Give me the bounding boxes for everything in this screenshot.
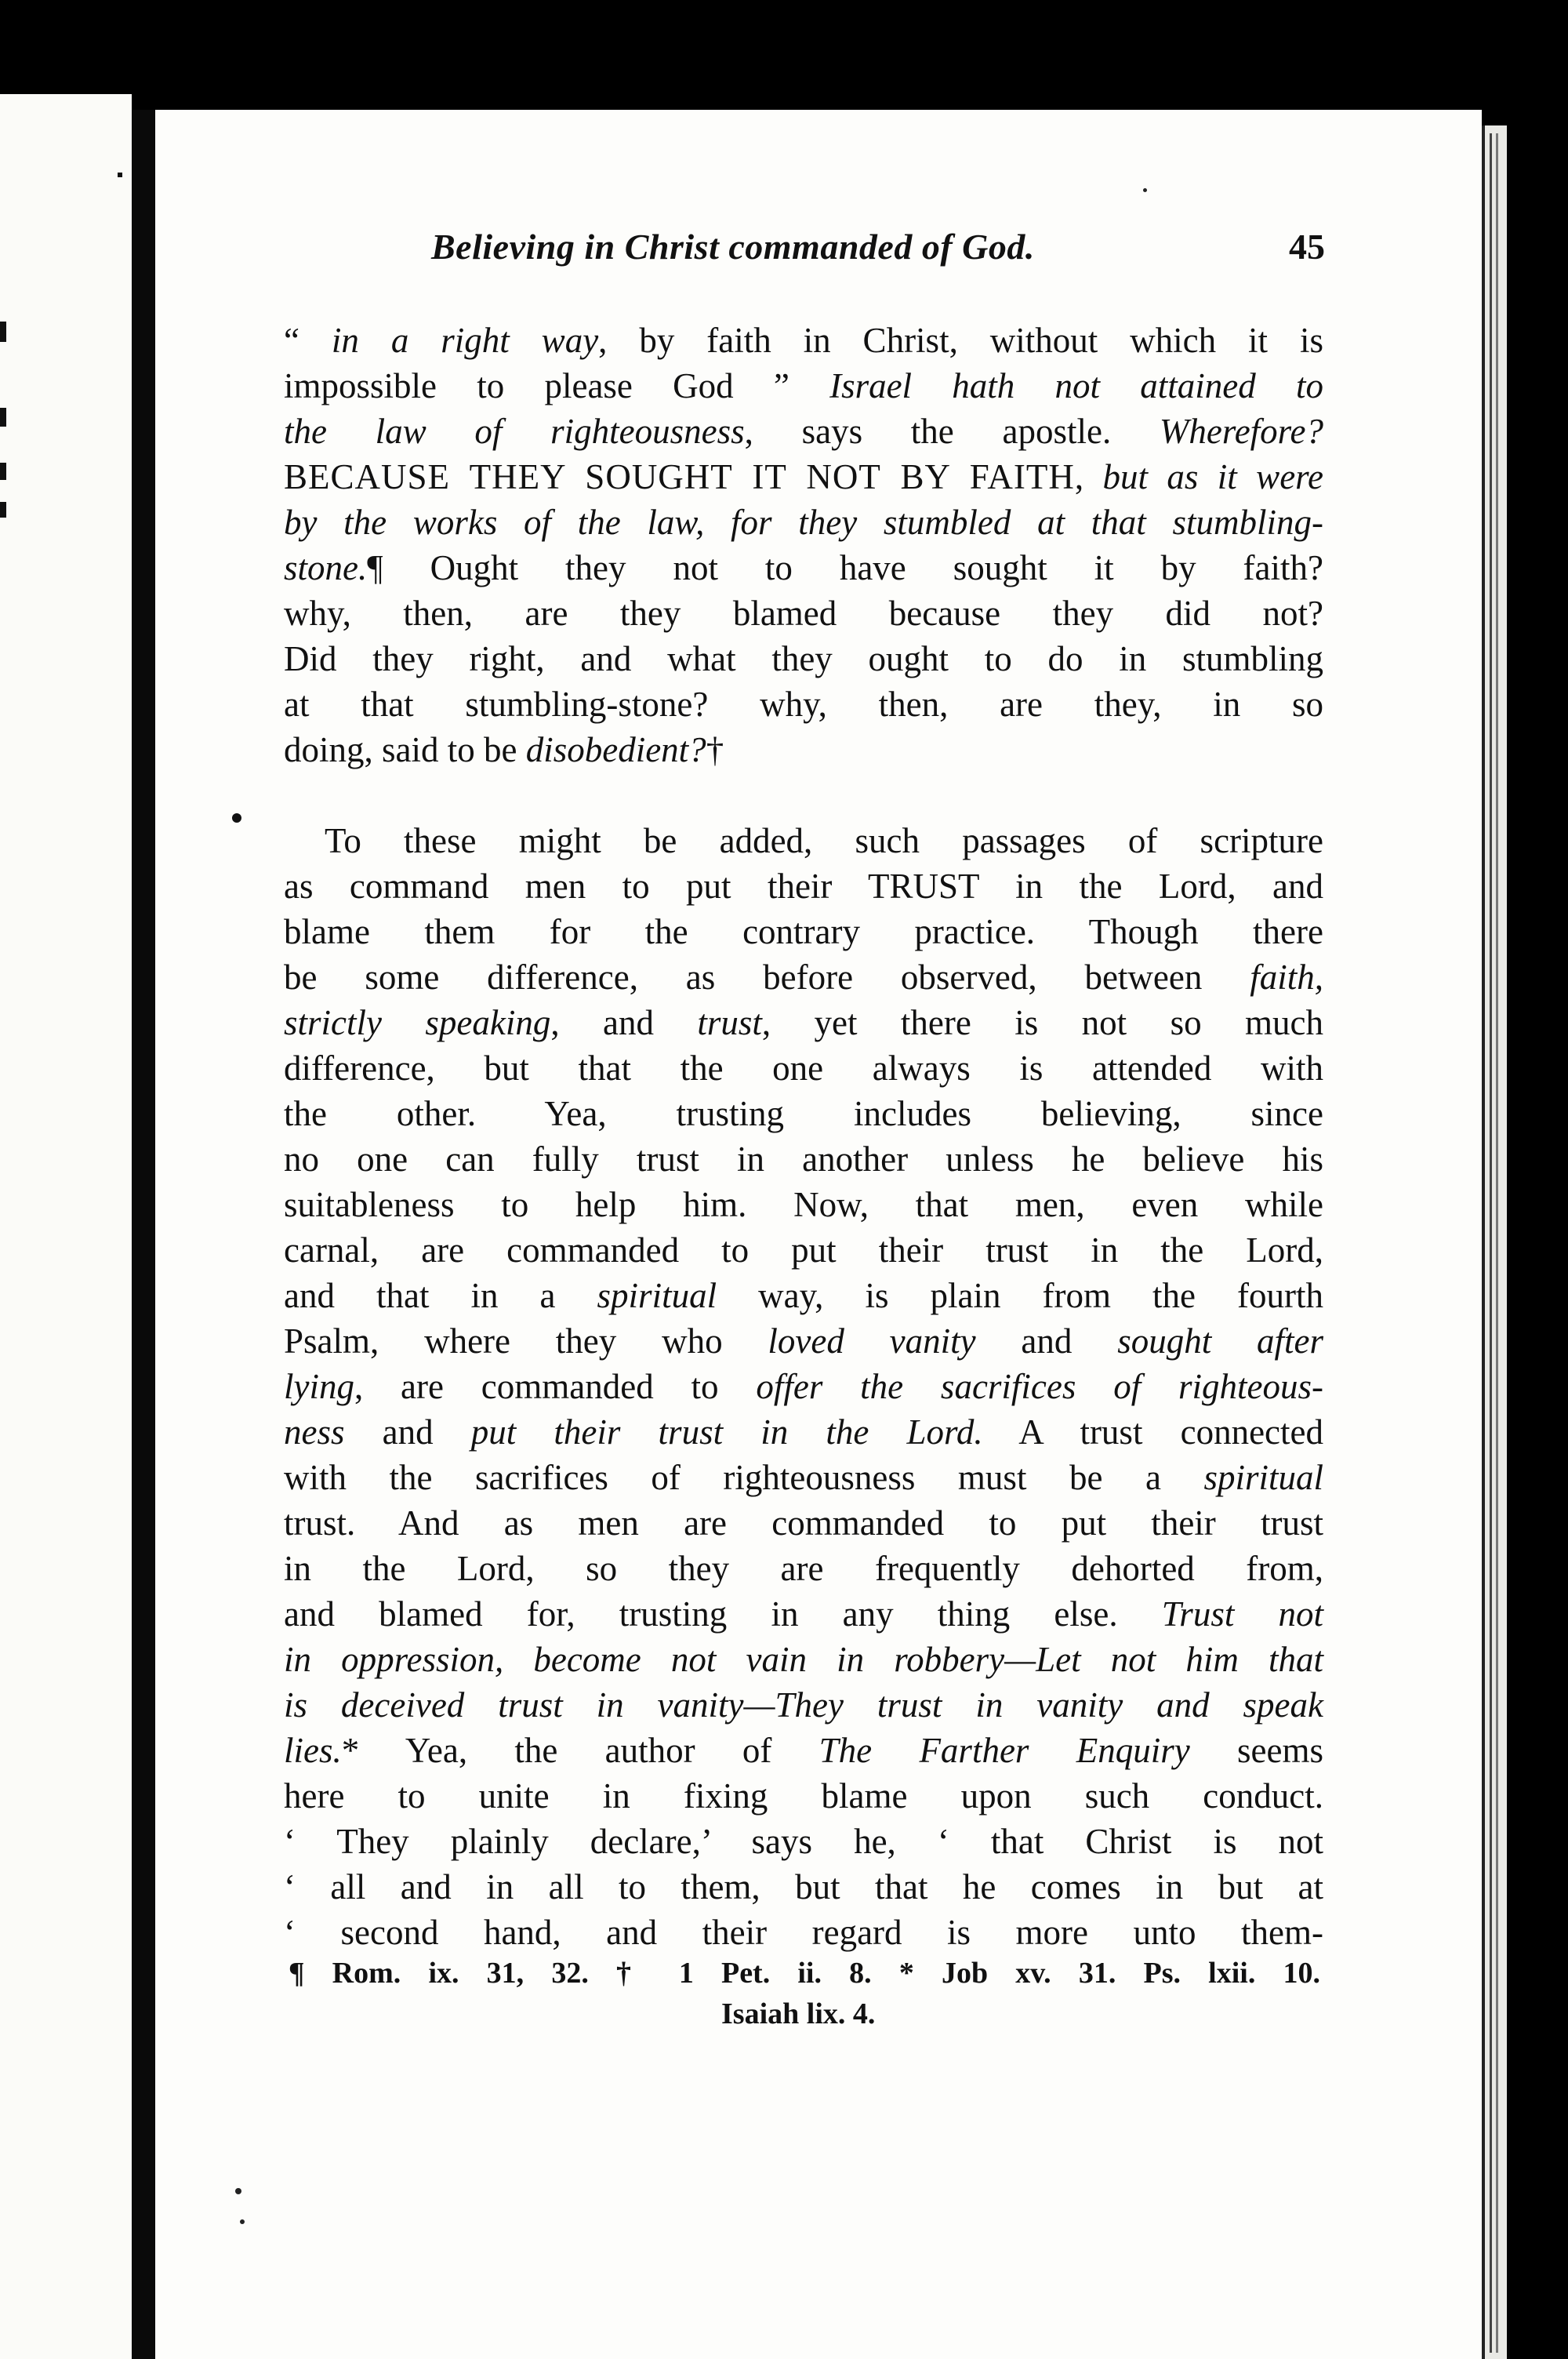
- text-line: here to unite in fixing blame upon such conduct.: [284, 1776, 1323, 1816]
- running-title: Believing in Christ commanded of God.: [431, 227, 1035, 267]
- footnote-line: ¶ Rom. ix. 31, 32. † 1 Pet. ii. 8. * Job xv. 31. Ps. lxii. 10.: [289, 1957, 1320, 1990]
- text-line: by the works of the law, for they stumbled at that stumbling-: [284, 503, 1323, 542]
- text-line: stone.¶ Ought they not to have sought it by faith?: [284, 548, 1323, 587]
- page-fore-edge: [1482, 125, 1507, 2359]
- paragraph-1: [284, 318, 1323, 772]
- text-line: “ in a right way, by faith in Christ, without which it is: [284, 321, 1323, 360]
- ink-speck: [0, 502, 6, 518]
- edge-rule: [1490, 133, 1492, 2353]
- text-line: strictly speaking, and trust, yet there is not so much: [284, 1003, 1323, 1042]
- ink-speck: [1143, 188, 1147, 192]
- text-line: ‘ second hand, and their regard is more unto them-: [284, 1913, 1323, 1952]
- text-line: in the Lord, so they are frequently dehorted from,: [284, 1549, 1323, 1588]
- text-line: doing, said to be disobedient?†: [284, 730, 724, 769]
- text-line: ‘ all and in all to them, but that he comes in but at: [284, 1867, 1323, 1906]
- facing-page-edge: [0, 94, 132, 2359]
- text-line: trust. And as men are commanded to put their trust: [284, 1503, 1323, 1543]
- text-line: Psalm, where they who loved vanity and sought after: [284, 1321, 1323, 1361]
- text-line: carnal, are commanded to put their trust in the Lord,: [284, 1230, 1323, 1270]
- text-line: Did they right, and what they ought to do in stumbling: [284, 639, 1323, 678]
- text-line: ness and put their trust in the Lord. A trust connected: [284, 1412, 1323, 1452]
- paragraph-marker: [232, 813, 241, 823]
- page-gutter: [132, 110, 155, 2359]
- text-line: ‘ They plainly declare,’ says he, ‘ that Christ is not: [284, 1822, 1323, 1861]
- ink-speck: [0, 463, 6, 480]
- text-line: To these might be added, such passages of scripture: [325, 821, 1323, 860]
- text-line: as command men to put their TRUST in the Lord, and: [284, 867, 1323, 906]
- ink-speck: [118, 173, 122, 177]
- paragraph-spacer: [284, 772, 1323, 818]
- text-line: no one can fully trust in another unless he believe his: [284, 1140, 1323, 1179]
- body-text: [284, 318, 1323, 1955]
- text-line: BECAUSE THEY SOUGHT IT NOT BY FAITH, but as it were: [284, 457, 1323, 496]
- text-line: lying, are commanded to offer the sacrifices of righteous-: [284, 1367, 1324, 1406]
- text-line: suitableness to help him. Now, that men, even while: [284, 1185, 1323, 1224]
- text-line: lies.* Yea, the author of The Farther Enquiry seems: [284, 1731, 1323, 1770]
- edge-rule: [1496, 133, 1498, 2353]
- text-line: at that stumbling-stone? why, then, are they, in so: [284, 685, 1323, 724]
- ink-speck: [235, 2188, 241, 2194]
- text-line: with the sacrifices of righteousness must be a spiritual: [284, 1458, 1323, 1497]
- text-line: and blamed for, trusting in any thing else. Trust not: [284, 1594, 1323, 1634]
- text-line: impossible to please God ” Israel hath not attained to: [284, 366, 1323, 405]
- running-header: [274, 226, 1325, 273]
- text-line: the law of righteousness, says the apostle. Wherefore?: [284, 412, 1323, 451]
- text-line: and that in a spiritual way, is plain from the fourth: [284, 1276, 1323, 1315]
- text-line: blame them for the contrary practice. Though there: [284, 912, 1323, 951]
- ink-speck: [240, 2219, 245, 2224]
- text-line: difference, but that the one always is attended with: [284, 1049, 1323, 1088]
- text-line: be some difference, as before observed, between faith,: [284, 958, 1323, 997]
- text-line: is deceived trust in vanity—They trust in vanity and speak: [284, 1685, 1323, 1725]
- footnote-line: Isaiah lix. 4.: [721, 1997, 876, 2030]
- paragraph-2: [284, 818, 1323, 1955]
- footnotes: [289, 1953, 1320, 2034]
- text-line: in oppression, become not vain in robbery—Let not him that: [284, 1640, 1323, 1679]
- ink-speck: [0, 408, 6, 427]
- text-line: why, then, are they blamed because they did not?: [284, 594, 1323, 633]
- text-line: the other. Yea, trusting includes believing, since: [284, 1094, 1323, 1133]
- ink-speck: [0, 322, 6, 342]
- page-number: 45: [1289, 227, 1325, 267]
